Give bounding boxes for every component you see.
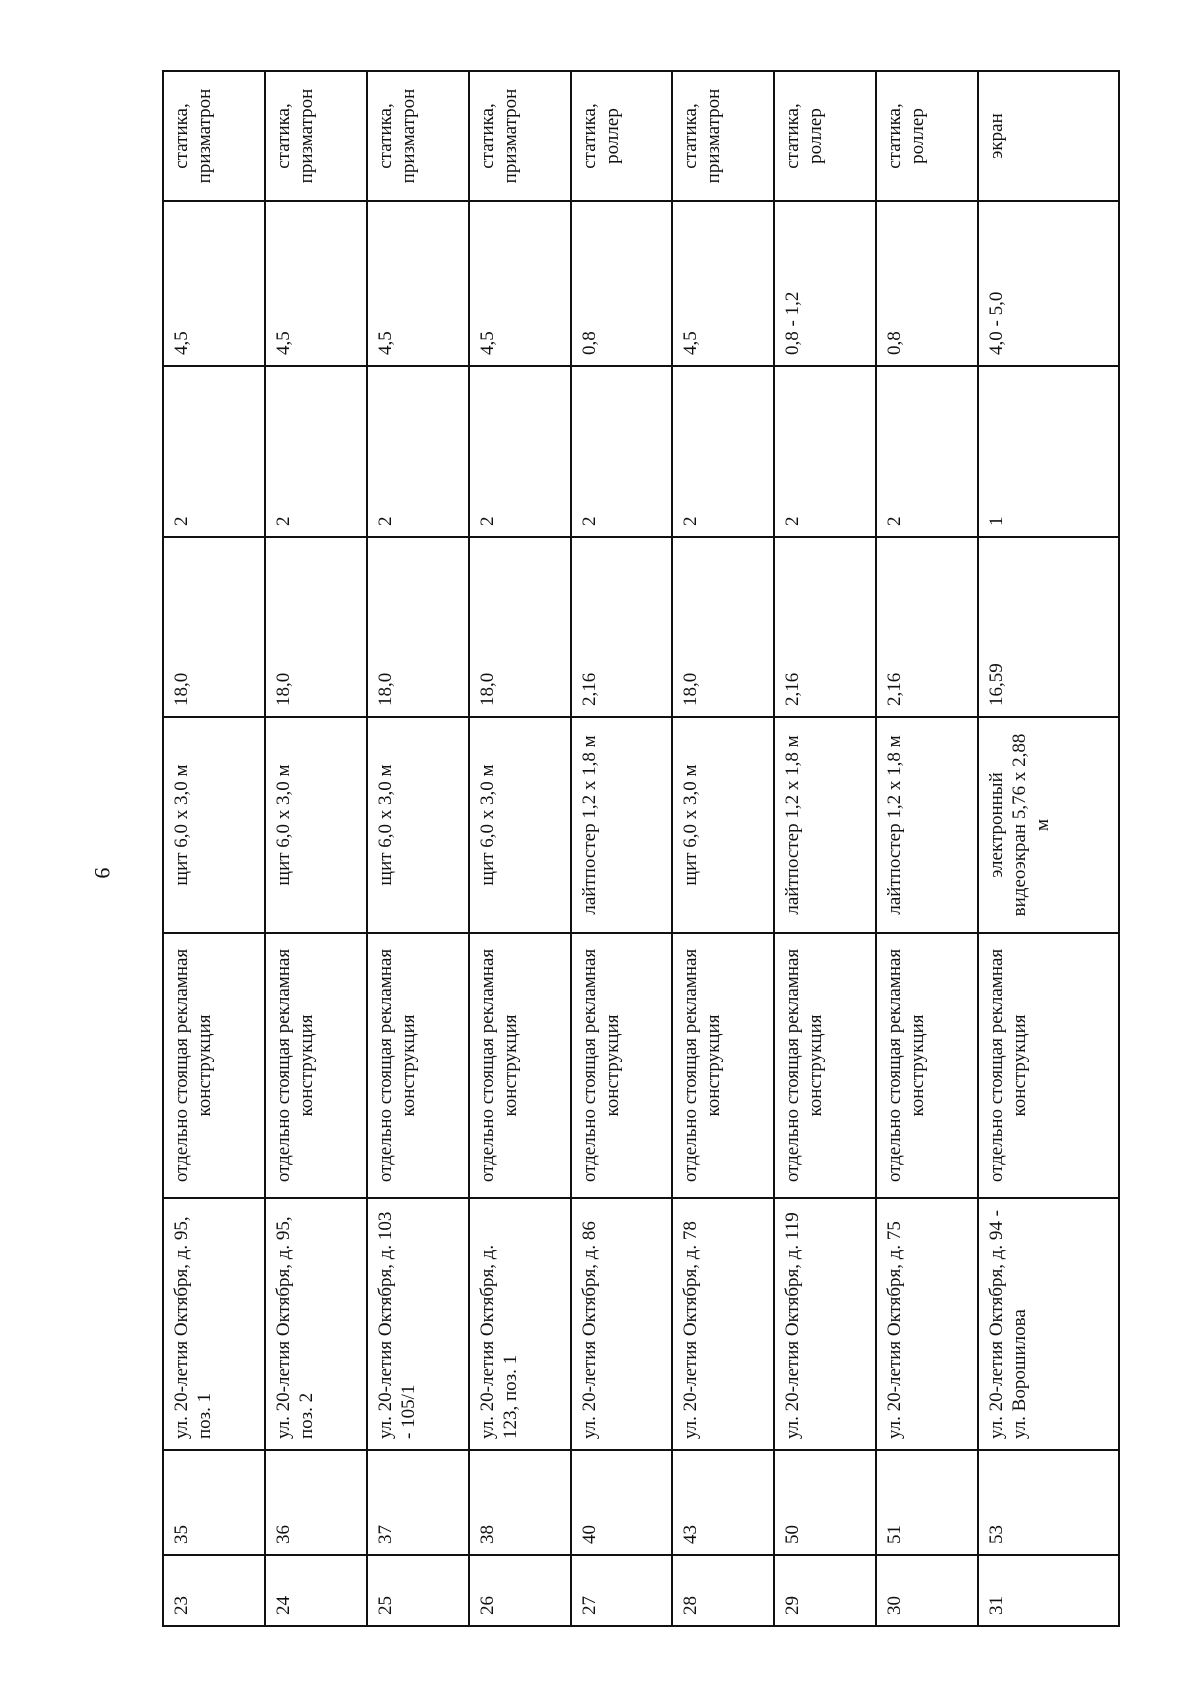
technology-cell: статика, призматрон	[163, 71, 265, 201]
kind-cell: отдельно стоящая рекламная конструкция	[265, 933, 367, 1198]
address-cell: ул. 20-летия Октября, д. 95, поз. 2	[265, 1198, 367, 1450]
row-number-cell: 26	[469, 1555, 571, 1626]
kind-cell: отдельно стоящая рекламная конструкция	[163, 933, 265, 1198]
type-cell: лайтпостер 1,2 х 1,8 м	[571, 717, 673, 933]
address-cell: ул. 20-летия Октября, д. 94 - ул. Ворошилова	[978, 1198, 1119, 1450]
rotated-table-wrapper	[162, 72, 1120, 1627]
type-cell: щит 6,0 х 3,0 м	[163, 717, 265, 933]
code-cell: 53	[978, 1450, 1119, 1555]
address-cell: ул. 20-летия Октября, д. 119	[774, 1198, 876, 1450]
area-cell: 2,16	[876, 537, 978, 717]
kind-cell: отдельно стоящая рекламная конструкция	[978, 933, 1119, 1198]
sides-cell: 1	[978, 366, 1119, 537]
type-cell: щит 6,0 х 3,0 м	[469, 717, 571, 933]
code-cell: 43	[672, 1450, 774, 1555]
area-cell: 2,16	[774, 537, 876, 717]
technology-cell: статика, роллер	[774, 71, 876, 201]
table-row	[265, 71, 367, 1626]
row-number-cell: 23	[163, 1555, 265, 1626]
area-cell: 18,0	[265, 537, 367, 717]
area-cell: 18,0	[469, 537, 571, 717]
type-cell: лайтпостер 1,2 х 1,8 м	[774, 717, 876, 933]
advertising-structures-table	[162, 70, 1120, 1627]
row-number-cell: 30	[876, 1555, 978, 1626]
height-cell: 0,8	[571, 201, 673, 366]
code-cell: 35	[163, 1450, 265, 1555]
technology-cell: статика, призматрон	[367, 71, 469, 201]
area-cell: 2,16	[571, 537, 673, 717]
height-cell: 4,5	[163, 201, 265, 366]
address-cell: ул. 20-летия Октября, д. 78	[672, 1198, 774, 1450]
sides-cell: 2	[265, 366, 367, 537]
code-cell: 51	[876, 1450, 978, 1555]
type-cell: щит 6,0 х 3,0 м	[265, 717, 367, 933]
area-cell: 16,59	[978, 537, 1119, 717]
code-cell: 36	[265, 1450, 367, 1555]
technology-cell: статика, призматрон	[672, 71, 774, 201]
kind-cell: отдельно стоящая рекламная конструкция	[367, 933, 469, 1198]
technology-cell: статика, призматрон	[469, 71, 571, 201]
kind-cell: отдельно стоящая рекламная конструкция	[469, 933, 571, 1198]
table-row	[163, 71, 265, 1626]
sides-cell: 2	[367, 366, 469, 537]
sides-cell: 2	[672, 366, 774, 537]
row-number-cell: 29	[774, 1555, 876, 1626]
row-number-cell: 31	[978, 1555, 1119, 1626]
code-cell: 38	[469, 1450, 571, 1555]
table-row	[571, 71, 673, 1626]
type-cell: щит 6,0 х 3,0 м	[672, 717, 774, 933]
height-cell: 4,0 - 5,0	[978, 201, 1119, 366]
table-row	[774, 71, 876, 1626]
technology-cell: статика, призматрон	[265, 71, 367, 201]
technology-cell: статика, роллер	[876, 71, 978, 201]
height-cell: 4,5	[367, 201, 469, 366]
code-cell: 40	[571, 1450, 673, 1555]
row-number-cell: 25	[367, 1555, 469, 1626]
table-row	[876, 71, 978, 1626]
sides-cell: 2	[774, 366, 876, 537]
row-number-cell: 24	[265, 1555, 367, 1626]
address-cell: ул. 20-летия Октября, д. 103 - 105/1	[367, 1198, 469, 1450]
page-number: 9	[90, 867, 115, 879]
sides-cell: 2	[469, 366, 571, 537]
height-cell: 4,5	[672, 201, 774, 366]
table-row	[978, 71, 1119, 1626]
kind-cell: отдельно стоящая рекламная конструкция	[876, 933, 978, 1198]
area-cell: 18,0	[163, 537, 265, 717]
area-cell: 18,0	[367, 537, 469, 717]
type-cell: лайтпостер 1,2 х 1,8 м	[876, 717, 978, 933]
address-cell: ул. 20-летия Октября, д. 123, поз. 1	[469, 1198, 571, 1450]
height-cell: 4,5	[265, 201, 367, 366]
address-cell: ул. 20-летия Октября, д. 95, поз. 1	[163, 1198, 265, 1450]
area-cell: 18,0	[672, 537, 774, 717]
technology-cell: статика, роллер	[571, 71, 673, 201]
code-cell: 37	[367, 1450, 469, 1555]
sides-cell: 2	[876, 366, 978, 537]
code-cell: 50	[774, 1450, 876, 1555]
row-number-cell: 28	[672, 1555, 774, 1626]
kind-cell: отдельно стоящая рекламная конструкция	[571, 933, 673, 1198]
table-row	[672, 71, 774, 1626]
type-cell: щит 6,0 х 3,0 м	[367, 717, 469, 933]
kind-cell: отдельно стоящая рекламная конструкция	[672, 933, 774, 1198]
row-number-cell: 27	[571, 1555, 673, 1626]
height-cell: 0,8 - 1,2	[774, 201, 876, 366]
table-row	[367, 71, 469, 1626]
table-body	[163, 71, 1119, 1626]
sides-cell: 2	[571, 366, 673, 537]
sides-cell: 2	[163, 366, 265, 537]
kind-cell: отдельно стоящая рекламная конструкция	[774, 933, 876, 1198]
height-cell: 4,5	[469, 201, 571, 366]
technology-cell: экран	[978, 71, 1119, 201]
address-cell: ул. 20-летия Октября, д. 75	[876, 1198, 978, 1450]
table-row	[469, 71, 571, 1626]
address-cell: ул. 20-летия Октября, д. 86	[571, 1198, 673, 1450]
type-cell: электронный видеоэкран 5,76 х 2,88 м	[978, 717, 1119, 933]
height-cell: 0,8	[876, 201, 978, 366]
